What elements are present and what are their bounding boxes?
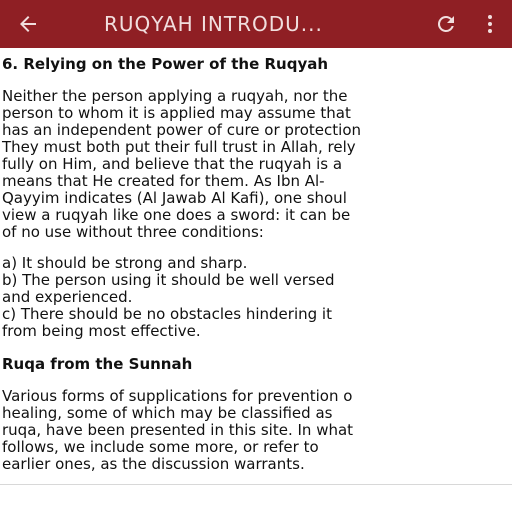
text-line: follows, we include some more, or refer to	[2, 438, 319, 456]
paragraph-1	[2, 88, 512, 241]
text-line: ruqa, have been presented in this site. In what	[2, 421, 354, 439]
section-heading: Ruqa from the Sunnah	[2, 355, 193, 373]
text-line: person to whom it is applied may assume that	[2, 104, 351, 122]
list-item: c) There should be no obstacles hindering it	[2, 305, 332, 323]
text-line: means that He created for them. As Ibn Al-	[2, 172, 325, 190]
back-button[interactable]	[0, 0, 56, 48]
list-item: b) The person using it should be well versed	[2, 271, 335, 289]
text-line: They must both put their full trust in Allah, rely	[2, 138, 356, 156]
refresh-button[interactable]	[424, 0, 468, 48]
text-line: has an independent power of cure or protection	[2, 121, 362, 139]
text-line: Qayyim indicates (Al Jawab Al Kafi), one shoul	[2, 189, 347, 207]
page-title: RUQYAH INTRODU...	[104, 12, 323, 36]
arrow-back-icon	[16, 12, 40, 36]
refresh-icon	[434, 12, 458, 36]
text-line: Neither the person applying a ruqyah, nor the	[2, 87, 348, 105]
text-line: Various forms of supplications for prevention o	[2, 387, 353, 405]
article-content[interactable]	[0, 48, 512, 484]
text-line: of no use without three conditions:	[2, 223, 264, 241]
list-item: from being most effective.	[2, 322, 201, 340]
more-vert-icon	[478, 12, 502, 36]
text-line: earlier ones, as the discussion warrants.	[2, 455, 305, 473]
text-line: view a ruqyah like one does a sword: it can be	[2, 206, 351, 224]
list-item: and experienced.	[2, 288, 133, 306]
conditions-list	[2, 255, 512, 340]
bottom-area	[0, 485, 512, 512]
paragraph-2	[2, 388, 512, 473]
section-heading: 6. Relying on the Power of the Ruqyah	[2, 55, 329, 73]
app-bar	[0, 0, 512, 48]
text-line: healing, some of which may be classified as	[2, 404, 333, 422]
overflow-menu-button[interactable]	[468, 0, 512, 48]
text-line: fully on Him, and believe that the ruqyah is a	[2, 155, 343, 173]
list-item: a) It should be strong and sharp.	[2, 254, 248, 272]
